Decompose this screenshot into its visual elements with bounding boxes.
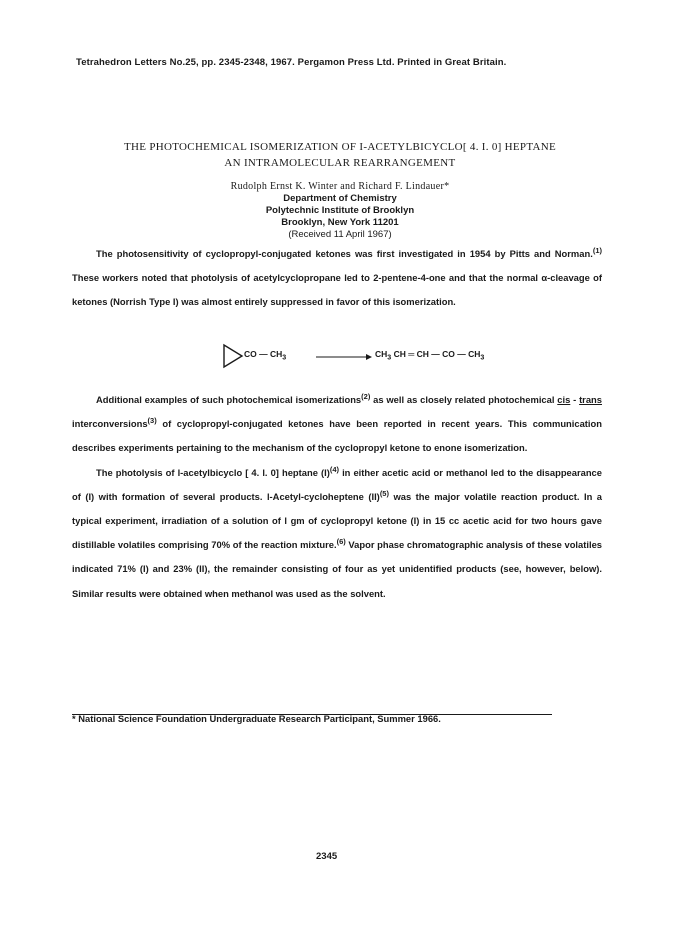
reaction-arrow-head (366, 354, 372, 360)
institute: Polytechnic Institute of Brooklyn (265, 205, 415, 216)
reactant-text: CO — CH (244, 349, 283, 359)
product-text-a: CH (375, 349, 388, 359)
product-subscript-a: 3 (387, 353, 392, 362)
paragraph-1 (72, 242, 602, 315)
paragraph-3 (72, 461, 602, 606)
reactant-formula (244, 349, 286, 362)
paragraph-2-text-b: as well as closely related photochemical (370, 394, 558, 405)
reference-4: (4) (329, 464, 340, 474)
body-text-top (72, 242, 602, 315)
article-title (60, 139, 620, 171)
reference-5: (5) (379, 488, 389, 498)
author-names: Rudolph Ernst K. Winter and Richard F. Lindauer* (230, 181, 450, 192)
paragraph-2 (72, 388, 602, 461)
paragraph-1-text-a: The photosensitivity of cyclopropyl-conjugated ketones was first investigated in 1954 by Pitts and Norman. (96, 248, 593, 259)
journal-header: Tetrahedron Letters No.25, pp. 2345-2348, 1967. Pergamon Press Ltd. Printed in Great Britain. (76, 57, 507, 68)
footnote: * National Science Foundation Undergraduate Research Participant, Summer 1966. (72, 713, 441, 724)
reactant-subscript: 3 (282, 353, 287, 362)
department: Department of Chemistry (283, 193, 397, 204)
reference-1: (1) (592, 245, 602, 255)
cis-trans-dash: - (570, 394, 580, 405)
cis-term: cis (557, 394, 571, 405)
cyclopropane-ring-icon (224, 345, 242, 367)
address: Brooklyn, New York 11201 (281, 217, 399, 228)
paragraph-1-text-b: These workers noted that photolysis of acetylcyclopropane led to 2-pentene-4-one and that the normal α-cleavage of ketones (Norrish Type I) was almost entirely suppressed in favor of this isomerization. (72, 272, 602, 308)
reference-3: (3) (147, 416, 157, 426)
author-block (60, 181, 620, 241)
paragraph-3-text-a: The photolysis of l-acetylbicyclo [ 4. l. 0] heptane (I) (96, 466, 330, 478)
paragraph-2-text-c: interconversions (72, 418, 148, 430)
received-date: (Received 11 April 1967) (288, 229, 392, 240)
page-number: 2345 (316, 851, 338, 862)
product-subscript-b: 3 (480, 353, 485, 362)
paragraph-2-text-d: of cyclopropyl-conjugated ketones have been reported in recent years. This communication describes experiments pertaining to the mechanism of the cyclopropyl ketone to enone isomerization. (72, 418, 602, 454)
paragraph-2-text-a: Additional examples of such photochemical isomerizations (96, 394, 362, 405)
reference-6: (6) (336, 537, 346, 547)
title-line-1: THE PHOTOCHEMICAL ISOMERIZATION OF I-ACETYLBICYCLO[ 4. I. 0] HEPTANE (124, 141, 556, 153)
trans-term: trans (579, 394, 602, 405)
product-text-b: CH ═ CH — CO — CH (391, 349, 481, 359)
reference-2: (2) (361, 391, 371, 401)
product-formula (375, 349, 484, 362)
body-text-main (72, 388, 602, 606)
paragraph-3-text-b: in either acetic acid or methanol led to the disappearance of (I) with formation of several products. l-Acetyl-cycloheptene (II) (72, 466, 602, 502)
title-line-2: AN INTRAMOLECULAR REARRANGEMENT (224, 157, 456, 169)
paragraph-3-text-d: Vapor phase chromatographic analysis of these volatiles indicated 71% (I) and 23% (II), the remainder consisting of four as yet unidentified products (see, however, below). Similar results were obtained when methanol was used as the solvent. (72, 539, 602, 599)
paragraph-3-text-c: was the major volatile reaction product. In a typical experiment, irradiation of a solution of l gm of cyclopropyl ketone (I) in 15 cc acetic acid for two hours gave distillable volatiles comprising 70% of the reaction mixture. (72, 490, 603, 551)
reaction-scheme (220, 343, 540, 371)
